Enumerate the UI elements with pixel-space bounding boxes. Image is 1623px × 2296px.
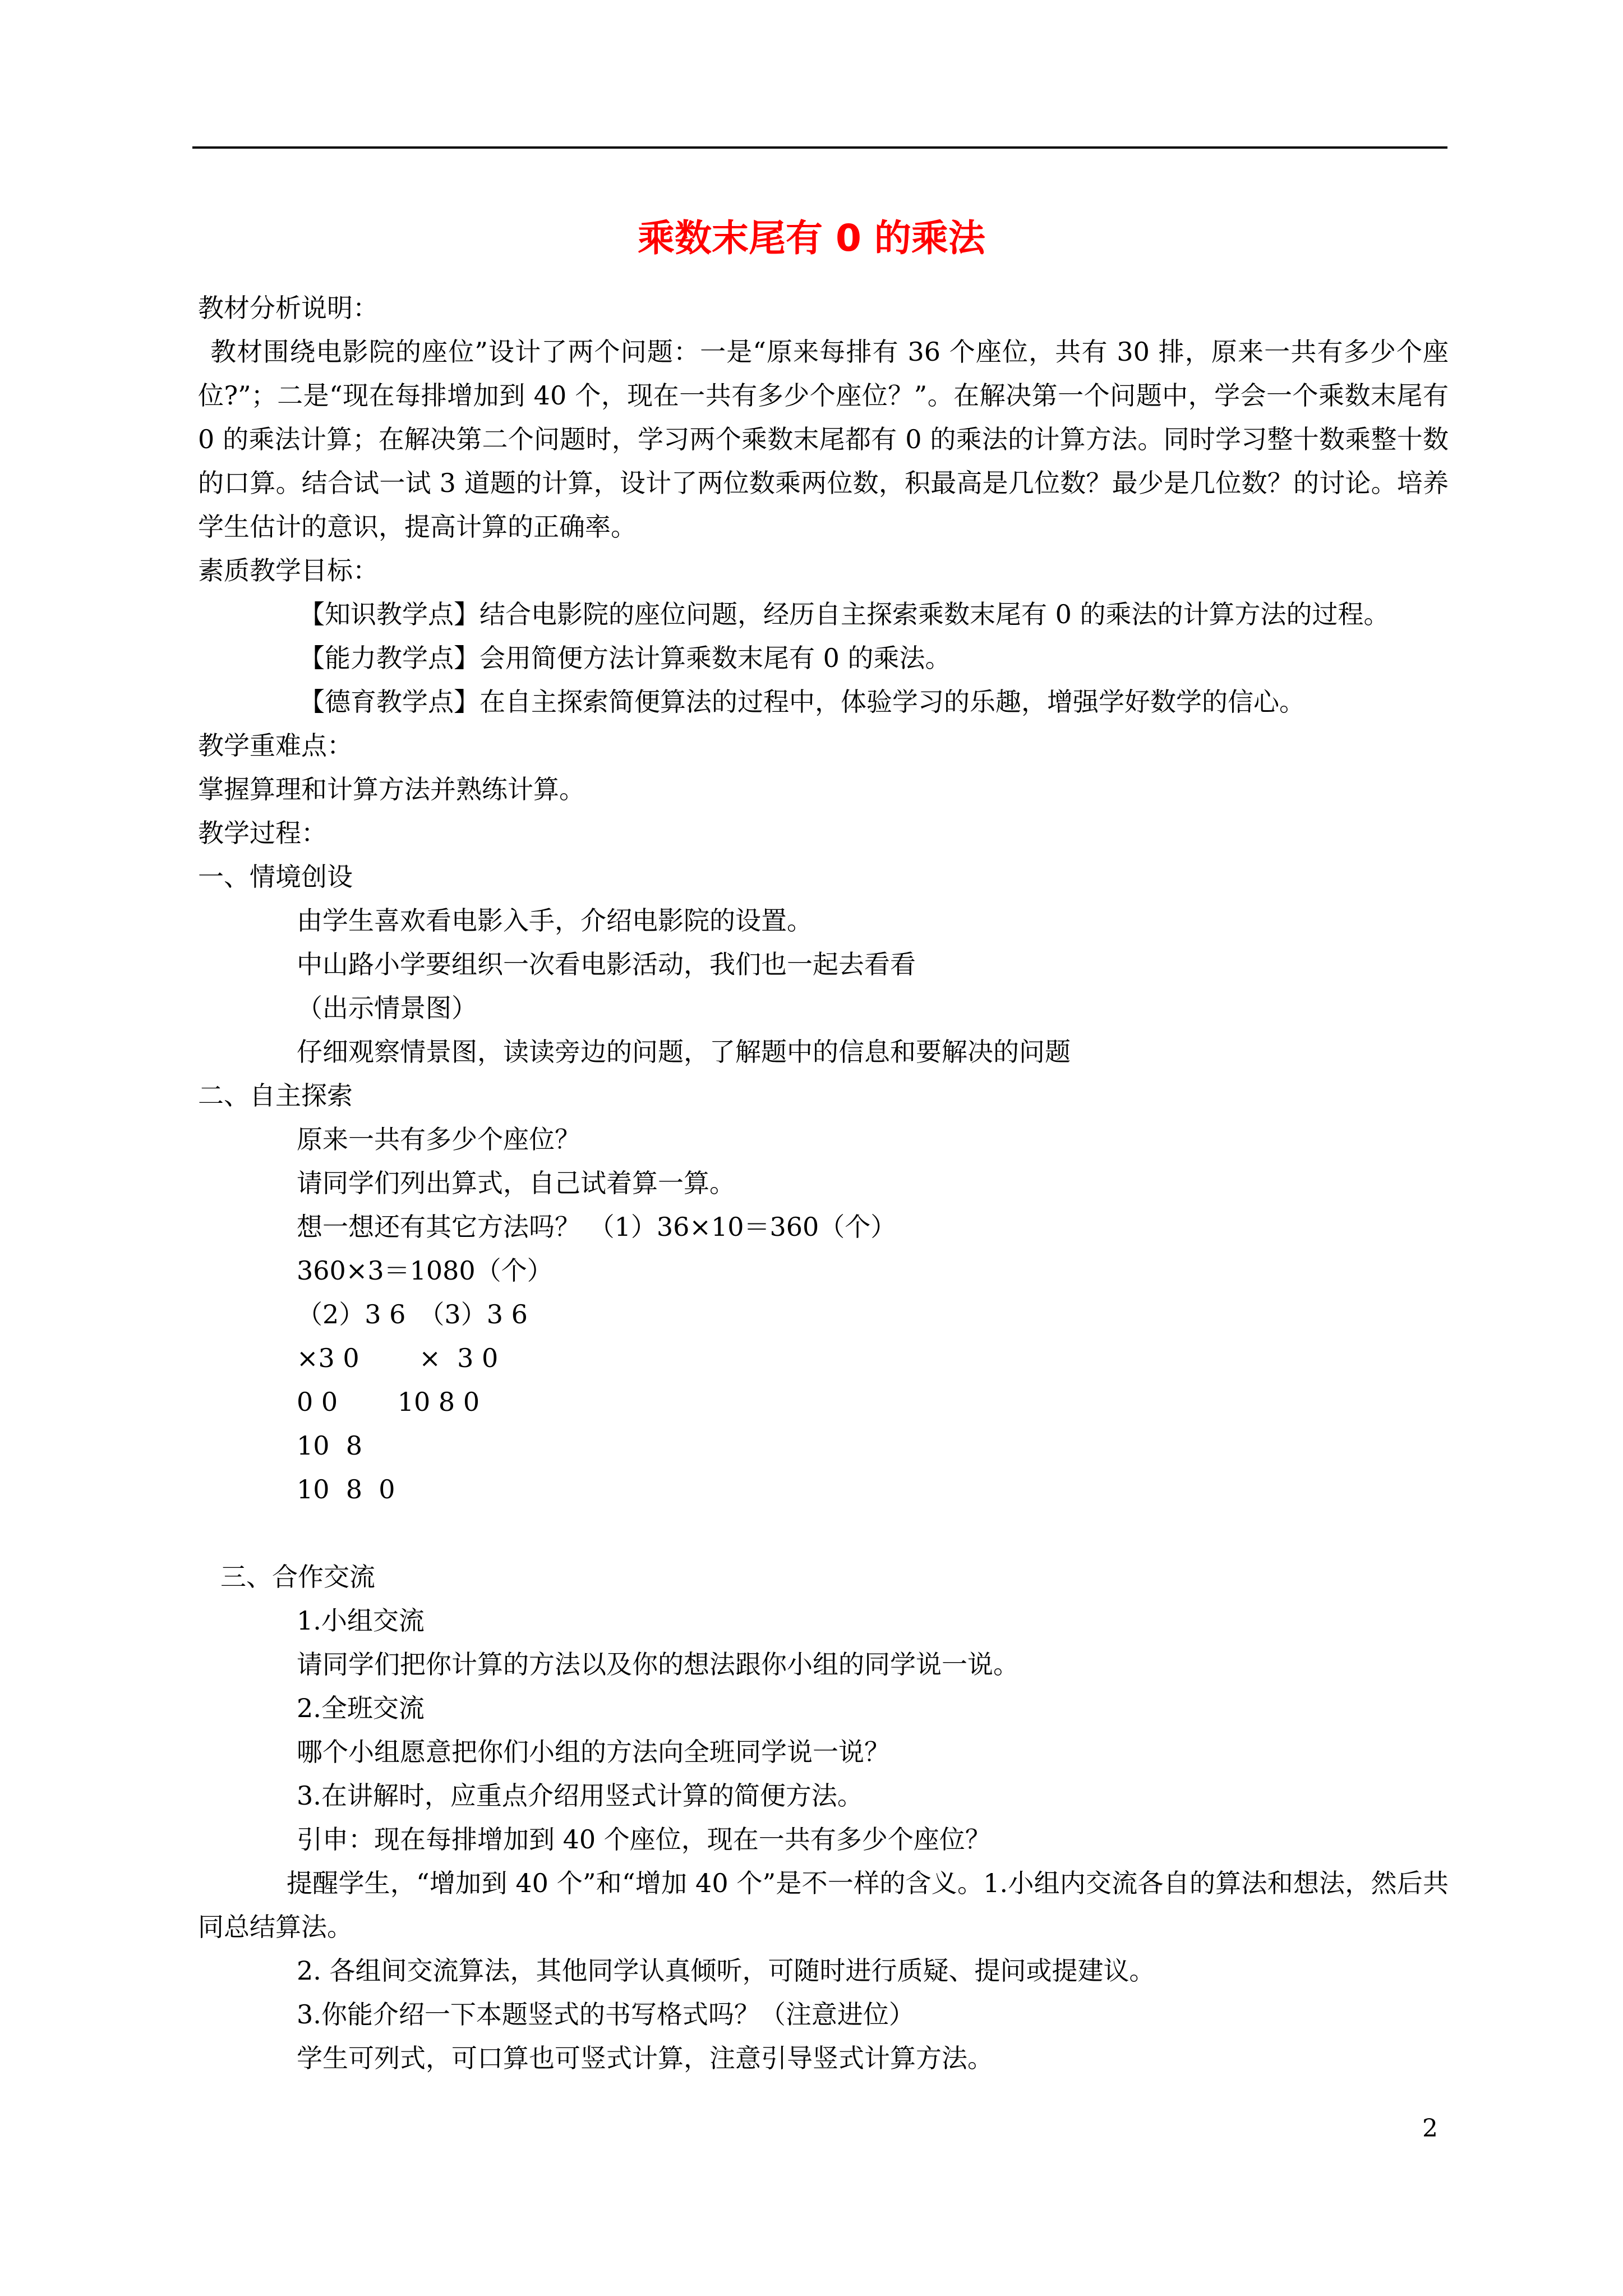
paragraph: 3.在讲解时，应重点介绍用竖式计算的简便方法。 <box>297 1780 863 1811</box>
paragraph: 引申：现在每排增加到 40 个座位，现在一共有多少个座位？ <box>297 1824 991 1855</box>
paragraph: 想一想还有其它方法吗？ （1）36×10＝360（个） <box>297 1212 897 1242</box>
calc-line: 0 0 10 8 0 <box>297 1387 480 1417</box>
calc-line: 360×3＝1080（个） <box>297 1255 553 1286</box>
spacer <box>198 1511 1449 1555</box>
paragraph: 2. 各组间交流算法，其他同学认真倾听，可随时进行质疑、提问或提建议。 <box>297 1955 1155 1986</box>
section-heading: 一、情境创设 <box>198 862 353 892</box>
paragraph: 3.你能介绍一下本题竖式的书写格式吗？（注意进位） <box>297 1999 915 2030</box>
paragraph: 提醒学生，“增加到 40 个”和“增加 40 个”是不一样的含义。1.小组内交流各自的算法和想法，然后共同总结算法。 <box>198 1868 1449 1942</box>
paragraph: 教材围绕电影院的座位”设计了两个问题：一是“原来每排有 36 个座位，共有 30 排，原来一共有多少个座位?”；二是“现在每排增加到 40 个，现在一共有多少个座位？”。在解决第一个问题中，学会一个乘数末尾有 0 的乘法计算；在解决第二个问题时，学习两个乘数末尾都有 0 的乘法的计算方法。同时学习整十数乘整十数的口算。结合试一试 3 道题的计算，设计了两位数乘两位数，积最高是几位数？最少是几位数？的讨论。培养学生估计的意识，提高计算的正确率。 <box>198 337 1449 542</box>
paragraph: 2.全班交流 <box>297 1693 425 1723</box>
section-heading: 教材分析说明： <box>198 293 379 323</box>
paragraph: 掌握算理和计算方法并熟练计算。 <box>198 774 585 804</box>
paragraph: 原来一共有多少个座位？ <box>297 1124 580 1154</box>
paragraph: 1.小组交流 <box>297 1605 425 1636</box>
paragraph: 【能力教学点】会用简便方法计算乘数末尾有 0 的乘法。 <box>299 643 951 673</box>
paragraph: （出示情景图） <box>297 993 477 1023</box>
calc-line: 10 8 0 <box>297 1474 395 1504</box>
page-number: 2 <box>1422 2114 1438 2143</box>
section-heading: 素质教学目标： <box>198 555 379 586</box>
paragraph: 由学生喜欢看电影入手，介绍电影院的设置。 <box>297 905 813 936</box>
calc-line: ×3 0 × 3 0 <box>297 1343 499 1373</box>
calc-line: （2）3 6 （3）3 6 <box>297 1299 528 1329</box>
section-heading: 教学重难点： <box>198 730 353 761</box>
paragraph: 【知识教学点】结合电影院的座位问题，经历自主探索乘数末尾有 0 的乘法的计算方法的过程。 <box>299 599 1390 629</box>
paragraph: 请同学们列出算式，自己试着算一算。 <box>297 1168 735 1198</box>
paragraph: 【德育教学点】在自主探索简便算法的过程中，体验学习的乐趣，增强学好数学的信心。 <box>299 687 1305 717</box>
paragraph: 请同学们把你计算的方法以及你的想法跟你小组的同学说一说。 <box>297 1649 1019 1680</box>
paragraph: 仔细观察情景图，读读旁边的问题，了解题中的信息和要解决的问题 <box>297 1037 1071 1067</box>
section-heading: 教学过程： <box>198 818 327 848</box>
header-rule <box>192 146 1447 149</box>
page-title: 乘数末尾有 0 的乘法 <box>638 217 985 260</box>
section-heading: 二、自主探索 <box>198 1080 353 1111</box>
paragraph: 学生可列式，可口算也可竖式计算，注意引导竖式计算方法。 <box>297 2043 993 2073</box>
calc-line: 10 8 <box>297 1430 363 1461</box>
paragraph: 中山路小学要组织一次看电影活动，我们也一起去看看 <box>297 949 916 979</box>
document-body <box>198 286 1449 2080</box>
paragraph: 哪个小组愿意把你们小组的方法向全班同学说一说？ <box>297 1737 890 1767</box>
section-heading: 三、合作交流 <box>220 1562 375 1592</box>
